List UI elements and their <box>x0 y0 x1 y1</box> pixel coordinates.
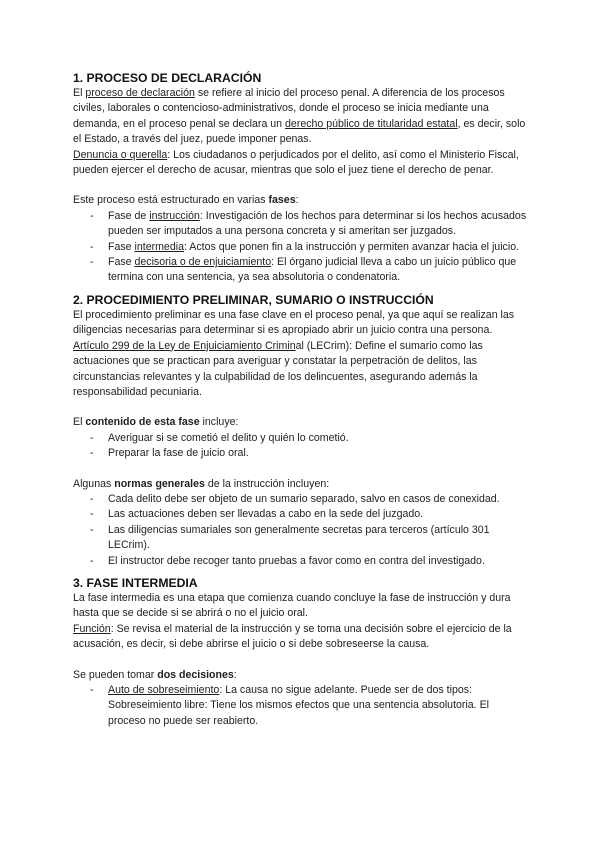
list-item: - Las actuaciones deben ser llevadas a cabo en la sede del juzgado. <box>73 507 528 522</box>
section-2-paragraph-1: El procedimiento preliminar es una fase clave en el proceso penal, ya que aquí se realizan las diligencias necesarias para determinar si es apropiado abrir un juicio contra una persona. <box>73 308 515 337</box>
list-item: - Averiguar si se cometió el delito y quién lo cometió. <box>73 431 528 446</box>
list-item: - El instructor debe recoger tanto pruebas a favor como en contra del investigado. <box>73 554 528 569</box>
section-2-title: 2. PROCEDIMIENTO PRELIMINAR, SUMARIO O INSTRUCCIÓN <box>73 292 434 307</box>
list-item: - Fase decisoria o de enjuiciamiento: El órgano judicial lleva a cabo un juicio público que termina con una sentencia, ya sea absolutoria o condenatoria. <box>73 255 528 286</box>
section-1-title: 1. PROCESO DE DECLARACIÓN <box>73 71 262 85</box>
section-1-paragraph-2: Denuncia o querella: Los ciudadanos o perjudicados por el delito, así como el Ministerio Fiscal, pueden ejercer el derecho de acusar, mientras que solo el juez tiene el derecho de penar. <box>73 148 519 177</box>
section-3-paragraph-1: La fase intermedia es una etapa que comienza cuando concluye la fase de instrucción y dura hasta que se decide si se abrirá o no el juicio oral. <box>73 591 511 620</box>
section-3-title: 3. FASE INTERMEDIA <box>73 575 198 590</box>
section-2-intro-rules: Algunas normas generales de la instrucción incluyen: <box>73 477 330 490</box>
section-3-intro: Se pueden tomar dos decisiones: <box>73 668 237 681</box>
document-page <box>73 70 528 729</box>
section-2-paragraph-2: Artículo 299 de la Ley de Enjuiciamiento Criminal (LECrim): Define el sumario como las actuaciones que se practican para averiguar y constatar la perpetración de delitos, las circunstancias relevantes y la culpabilidad de los delincuentes, asegurando además la responsabilidad pecuniaria. <box>73 339 483 398</box>
section-3-paragraph-2: Función: Se revisa el material de la instrucción y se toma una decisión sobre el ejercicio de la acusación, es decir, si debe abrirse el juicio o si debe sobreseerse la causa. <box>73 622 512 651</box>
list-item: - Auto de sobreseimiento: La causa no sigue adelante. Puede ser de dos tipos: Sobreseimiento libre: Tiene los mismos efectos que una sentencia absolutoria. El proceso no puede ser reabierto. <box>73 683 528 729</box>
list-item: - Fase de instrucción: Investigación de los hechos para determinar si los hechos acusados pueden ser imputados a una persona concreta y si ameritan ser juzgados. <box>73 209 528 240</box>
list-item: - Las diligencias sumariales son generalmente secretas para terceros (artículo 301 LECrim). <box>73 523 528 554</box>
section-1-intro: Este proceso está estructurado en varias fases: <box>73 194 299 207</box>
decisions-list <box>73 683 528 729</box>
rules-list <box>73 492 528 569</box>
list-item: - Cada delito debe ser objeto de un sumario separado, salvo en casos de conexidad. <box>73 492 528 507</box>
list-item: - Preparar la fase de juicio oral. <box>73 446 528 461</box>
phases-list <box>73 209 528 286</box>
content-list <box>73 431 528 462</box>
section-2-intro-content: El contenido de esta fase incluye: <box>73 416 239 429</box>
list-item: - Fase intermedia: Actos que ponen fin a la instrucción y permiten avanzar hacia el juicio. <box>73 240 528 255</box>
section-1-paragraph-1: El proceso de declaración se refiere al inicio del proceso penal. A diferencia de los procesos civiles, laborales o contencioso-administrativos, donde el proceso se inicia mediante una demanda, en el proceso penal se declara un derecho público de titularidad estatal, es decir, solo el Estado, a través del juez, puede imponer penas. <box>73 87 526 146</box>
